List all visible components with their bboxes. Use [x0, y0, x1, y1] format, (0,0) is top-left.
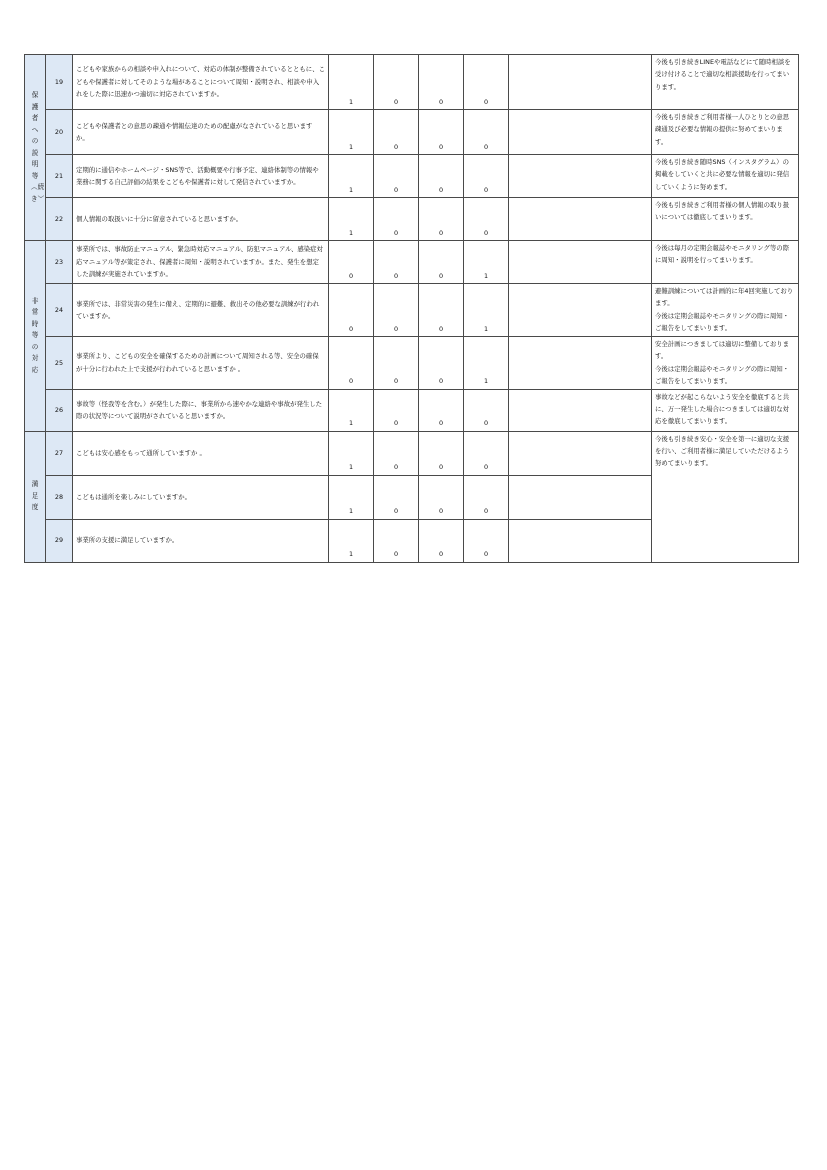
table-row — [25, 389, 799, 431]
answer-count: 1 — [329, 519, 374, 562]
blank-cell — [509, 284, 652, 337]
row-number: 19 — [46, 55, 73, 110]
answer-count: 0 — [374, 155, 419, 198]
answer-count: 1 — [464, 284, 509, 337]
blank-cell — [509, 431, 652, 475]
row-number: 26 — [46, 389, 73, 431]
table-row — [25, 241, 799, 284]
answer-count: 1 — [329, 155, 374, 198]
answer-count: 1 — [464, 241, 509, 284]
answer-count: 0 — [464, 55, 509, 110]
answer-count: 0 — [374, 55, 419, 110]
answer-count: 0 — [329, 241, 374, 284]
table-row — [25, 198, 799, 241]
row-number: 28 — [46, 475, 73, 519]
row-number: 29 — [46, 519, 73, 562]
comment-text: 避難訓練については計画的に年4回実施しております。 今後は定期会報誌やモニタリングの際に周知・ご報告をしてまいります。 — [652, 284, 799, 337]
answer-count: 1 — [329, 198, 374, 241]
row-number: 27 — [46, 431, 73, 475]
comment-text: 今後も引き続き安心・安全を第一に適切な支援を行い、ご利用者様に満足していただけるよう努めてまいります。 — [652, 431, 799, 562]
comment-text: 安全計画につきましては適切に整備しております。 今後は定期会報誌やモニタリングの際に周知・ご報告をしてまいります。 — [652, 337, 799, 390]
answer-count: 0 — [374, 284, 419, 337]
answer-count: 0 — [419, 519, 464, 562]
question-text: 個人情報の取扱いに十分に留意されていると思いますか。 — [73, 198, 329, 241]
answer-count: 1 — [329, 110, 374, 155]
row-number: 25 — [46, 337, 73, 390]
answer-count: 0 — [374, 519, 419, 562]
question-text: こどもは安心感をもって通所していますか 。 — [73, 431, 329, 475]
evaluation-table — [24, 54, 799, 563]
table-row — [25, 110, 799, 155]
answer-count: 0 — [419, 241, 464, 284]
answer-count: 0 — [374, 241, 419, 284]
answer-count: 1 — [329, 389, 374, 431]
answer-count: 0 — [374, 198, 419, 241]
comment-text: 今後は毎月の定期会報誌やモニタリング等の際に周知・説明を行ってまいります。 — [652, 241, 799, 284]
comment-text: 今後も引き続きご利用者様一人ひとりとの意思疎通及び必要な情報の提供に努めてまいります。 — [652, 110, 799, 155]
question-text: 定期的に通信やホームページ・SNS等で、活動概要や行事予定、連絡体制等の情報や業務に関する自己評価の結果をこどもや保護者に対して発信されていますか。 — [73, 155, 329, 198]
blank-cell — [509, 155, 652, 198]
question-text: 事業所では、非常災害の発生に備え、定期的に避難、救出その他必要な訓練が行われていますか。 — [73, 284, 329, 337]
answer-count: 1 — [329, 431, 374, 475]
section-label: 非常時等の対応 — [25, 241, 46, 432]
answer-count: 0 — [374, 110, 419, 155]
question-text: 事業所の支援に満足していますか。 — [73, 519, 329, 562]
answer-count: 0 — [374, 431, 419, 475]
question-text: 事業所より、こどもの安全を確保するための計画について周知される等、安全の確保が十分に行われた上で支援が行われていると思いますか 。 — [73, 337, 329, 390]
blank-cell — [509, 241, 652, 284]
answer-count: 0 — [419, 389, 464, 431]
answer-count: 1 — [329, 55, 374, 110]
answer-count: 0 — [464, 519, 509, 562]
section-label: 満足度 — [25, 431, 46, 562]
answer-count: 0 — [419, 110, 464, 155]
blank-cell — [509, 475, 652, 519]
section-label: 保護者への説明等︵続き︶ — [25, 55, 46, 241]
answer-count: 0 — [464, 110, 509, 155]
answer-count: 0 — [374, 389, 419, 431]
blank-cell — [509, 110, 652, 155]
row-number: 23 — [46, 241, 73, 284]
answer-count: 0 — [419, 284, 464, 337]
comment-text: 今後も引き続き随時SNS（インスタグラム）の掲載をしていくと共に必要な情報を適切に発信していくように努めます。 — [652, 155, 799, 198]
table-row — [25, 155, 799, 198]
blank-cell — [509, 389, 652, 431]
question-text: こどもや保護者との意思の疎通や情報伝達のための配慮がなされていると思いますか。 — [73, 110, 329, 155]
answer-count: 0 — [419, 155, 464, 198]
question-text: こどもや家族からの相談や申入れについて、対応の体制が整備されているとともに、こどもや保護者に対してそのような場があることについて周知・説明され、相談や申入れをした際に迅速かつ適切に対応されていますか。 — [73, 55, 329, 110]
answer-count: 0 — [329, 284, 374, 337]
table-row — [25, 284, 799, 337]
answer-count: 0 — [464, 198, 509, 241]
answer-count: 0 — [419, 198, 464, 241]
answer-count: 0 — [419, 337, 464, 390]
answer-count: 0 — [374, 475, 419, 519]
table-row — [25, 431, 799, 475]
answer-count: 0 — [464, 155, 509, 198]
answer-count: 0 — [464, 431, 509, 475]
answer-count: 1 — [329, 475, 374, 519]
blank-cell — [509, 198, 652, 241]
row-number: 22 — [46, 198, 73, 241]
answer-count: 0 — [419, 55, 464, 110]
comment-text: 今後も引き続きLINEや電話などにて随時相談を受け付けることで適切な相談援助を行ってまいります。 — [652, 55, 799, 110]
answer-count: 0 — [464, 389, 509, 431]
comment-text: 事故などが起こらないよう安全を徹底すると共に、万一発生した場合につきましては適切な対応を徹底してまいります。 — [652, 389, 799, 431]
blank-cell — [509, 55, 652, 110]
table-row — [25, 55, 799, 110]
answer-count: 0 — [329, 337, 374, 390]
question-text: 事業所では、事故防止マニュアル、緊急時対応マニュアル、防犯マニュアル、感染症対応マニュアル等が策定され、保護者に周知・説明されていますか。また、発生を想定した訓練が実施されていますか。 — [73, 241, 329, 284]
question-text: 事故等（怪我等を含む。）が発生した際に、事業所から速やかな連絡や事故が発生した際の状況等について説明がされていると思いますか。 — [73, 389, 329, 431]
comment-text: 今後も引き続きご利用者様の個人情報の取り扱いについては徹底してまいります。 — [652, 198, 799, 241]
answer-count: 0 — [374, 337, 419, 390]
blank-cell — [509, 519, 652, 562]
row-number: 24 — [46, 284, 73, 337]
answer-count: 0 — [419, 431, 464, 475]
blank-cell — [509, 337, 652, 390]
row-number: 21 — [46, 155, 73, 198]
answer-count: 0 — [464, 475, 509, 519]
table-row — [25, 337, 799, 390]
row-number: 20 — [46, 110, 73, 155]
answer-count: 1 — [464, 337, 509, 390]
question-text: こどもは通所を楽しみにしていますか。 — [73, 475, 329, 519]
answer-count: 0 — [419, 475, 464, 519]
